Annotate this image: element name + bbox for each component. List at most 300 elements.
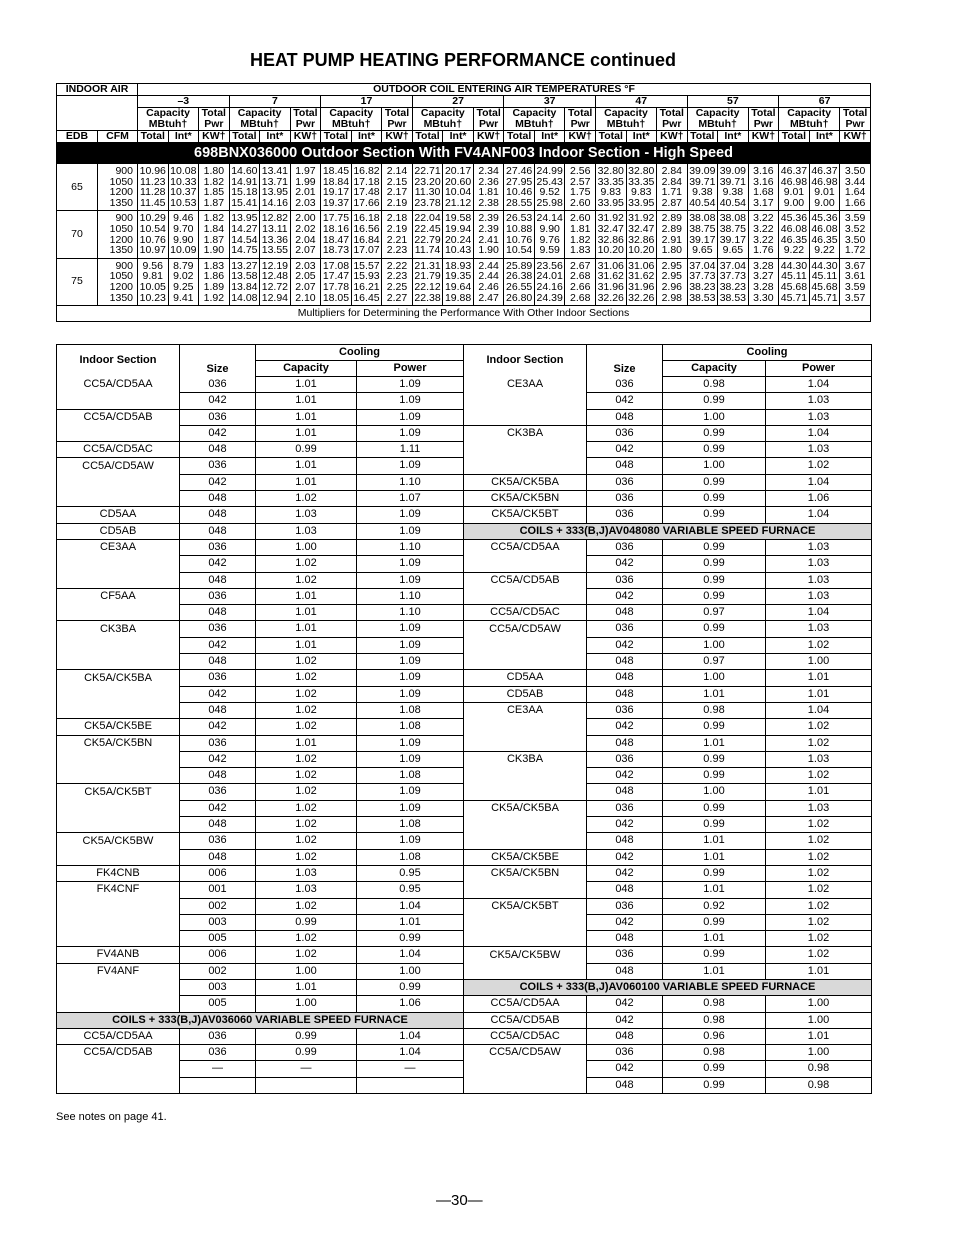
size-value: 042 — [587, 719, 663, 735]
int-label: Int* — [168, 131, 199, 143]
perf-cell: 27.46 27.95 10.46 28.55 — [504, 164, 535, 211]
size-value: 003 — [180, 979, 256, 995]
capacity-value: 1.02 — [256, 768, 357, 784]
indoor-section-name: CC5A/CD5AC — [464, 605, 587, 621]
perf-cell: 45.36 46.08 46.35 9.22 — [779, 211, 810, 258]
indoor-section-name — [57, 817, 180, 833]
indoor-section-name — [464, 914, 587, 930]
capacity-value: 1.00 — [256, 539, 357, 555]
perf-cell: 39.09 39.71 9.38 40.54 — [687, 164, 718, 211]
power-value: 1.09 — [357, 833, 464, 849]
perf-cell: 14.60 14.91 15.18 15.41 — [229, 164, 260, 211]
size-value: 005 — [180, 931, 256, 947]
size-value: 036 — [587, 572, 663, 588]
int-label: Int* — [626, 131, 657, 143]
multiplier-row — [57, 931, 872, 947]
cfm-values: 900 1050 1200 1350 — [98, 211, 138, 258]
multiplier-row — [57, 377, 872, 393]
capacity-value: 0.97 — [663, 605, 766, 621]
size-value: 042 — [180, 556, 256, 572]
indoor-section-name: CK5A/CK5BE — [464, 849, 587, 865]
size-value: 036 — [180, 735, 256, 751]
size-value: 042 — [180, 393, 256, 409]
indoor-section-name: CC5A/CD5AA — [464, 539, 587, 555]
perf-cell: 9.56 9.81 10.05 10.23 — [138, 258, 169, 305]
perf-cell: 19.58 19.94 20.24 10.43 — [443, 211, 474, 258]
size-value: 036 — [180, 588, 256, 604]
power-value: 1.06 — [357, 996, 464, 1012]
multiplier-row — [57, 605, 872, 621]
indoor-section-name: CD5AB — [57, 523, 180, 539]
kw-label: KW† — [748, 131, 779, 143]
capacity-value: 1.03 — [256, 882, 357, 898]
int-label: Int* — [534, 131, 565, 143]
indoor-section-name — [57, 751, 180, 767]
capacity-value: 1.03 — [256, 865, 357, 881]
indoor-section-name — [57, 979, 180, 995]
perf-cell: 32.80 33.35 9.83 33.95 — [626, 164, 657, 211]
indoor-section-name: CC5A/CD5AW — [464, 1045, 587, 1061]
perf-cell: 18.45 18.84 19.17 19.37 — [321, 164, 352, 211]
size-value: 036 — [587, 377, 663, 393]
power-value: 0.99 — [357, 931, 464, 947]
perf-cell: 20.17 20.60 10.04 21.12 — [443, 164, 474, 211]
power-value: 1.08 — [357, 849, 464, 865]
total-pwr-label: Total Pwr — [748, 108, 779, 131]
power-value — [357, 1077, 464, 1093]
size-value: 048 — [180, 768, 256, 784]
capacity-value: 1.01 — [663, 882, 766, 898]
indoor-section-name: CD5AA — [464, 670, 587, 686]
size-value: 048 — [180, 654, 256, 670]
power-value: 1.00 — [766, 1012, 872, 1028]
indoor-section-name: CC5A/CD5AB — [57, 409, 180, 425]
power-value: 1.09 — [357, 800, 464, 816]
power-value: 1.11 — [357, 442, 464, 458]
total-pwr-label: Total Pwr — [657, 108, 688, 131]
total-label: Total — [138, 131, 169, 143]
indoor-section-name — [464, 882, 587, 898]
multiplier-row — [57, 523, 872, 539]
capacity-value: 1.01 — [256, 588, 357, 604]
capacity-value: 0.98 — [663, 702, 766, 718]
power-value: 1.03 — [766, 751, 872, 767]
capacity-value: 1.03 — [256, 523, 357, 539]
size-value: 042 — [587, 637, 663, 653]
capacity-header-row — [57, 108, 871, 131]
power-value: 1.03 — [766, 442, 872, 458]
perf-cell: 15.57 15.93 16.21 16.45 — [351, 258, 382, 305]
capacity-header-left: Capacity — [256, 361, 357, 377]
power-value: 1.09 — [357, 458, 464, 474]
indoor-section-name: CC5A/CD5AB — [464, 572, 587, 588]
capacity-value: 0.99 — [256, 1045, 357, 1061]
multiplier-row — [57, 1077, 872, 1093]
temp-2: 17 — [321, 96, 413, 108]
size-value: 042 — [587, 588, 663, 604]
perf-cell: 18.93 19.35 19.64 19.88 — [443, 258, 474, 305]
perf-cell: 3.67 3.61 3.59 3.57 — [840, 258, 871, 305]
size-value: 048 — [180, 605, 256, 621]
capacity-value: 1.01 — [663, 931, 766, 947]
perf-cell: 3.22 3.22 3.22 1.76 — [748, 211, 779, 258]
indoor-section-name — [464, 735, 587, 751]
size-value: 001 — [180, 882, 256, 898]
size-value: 042 — [180, 719, 256, 735]
size-value: 036 — [587, 751, 663, 767]
multiplier-row — [57, 588, 872, 604]
perf-cell: 1.80 1.82 1.85 1.87 — [199, 164, 230, 211]
size-value: 036 — [587, 1045, 663, 1061]
size-value: 042 — [587, 442, 663, 458]
perf-cell: 2.00 2.02 2.04 2.07 — [290, 211, 321, 258]
size-value: 036 — [587, 491, 663, 507]
size-value: 003 — [180, 914, 256, 930]
multiplier-row — [57, 800, 872, 816]
size-header-left: Size — [180, 345, 256, 377]
capacity-value: 1.02 — [256, 931, 357, 947]
total-label: Total — [687, 131, 718, 143]
total-pwr-label: Total Pwr — [565, 108, 596, 131]
perf-cell: 2.56 2.57 1.75 2.60 — [565, 164, 596, 211]
size-value: 048 — [587, 931, 663, 947]
multiplier-row — [57, 670, 872, 686]
power-value: 1.09 — [357, 670, 464, 686]
multiplier-row — [57, 963, 872, 979]
size-value: 036 — [180, 409, 256, 425]
capacity-value: 0.99 — [663, 914, 766, 930]
capacity-value: 0.99 — [663, 393, 766, 409]
perf-cell: 2.22 2.23 2.25 2.27 — [382, 258, 413, 305]
temp-6: 57 — [687, 96, 779, 108]
capacity-value: 1.02 — [256, 898, 357, 914]
perf-cell: 2.03 2.05 2.07 2.10 — [290, 258, 321, 305]
size-value: 048 — [587, 605, 663, 621]
perf-cell: 1.97 1.99 2.01 2.03 — [290, 164, 321, 211]
power-value: 1.02 — [766, 735, 872, 751]
indoor-section-name — [464, 1061, 587, 1077]
power-value: 1.09 — [357, 784, 464, 800]
power-value: 1.04 — [766, 702, 872, 718]
size-value: 042 — [587, 996, 663, 1012]
size-value: 036 — [180, 539, 256, 555]
indoor-section-name: CE3AA — [464, 702, 587, 718]
power-value: 1.09 — [357, 377, 464, 393]
power-value: 1.01 — [766, 784, 872, 800]
perf-cell: 3.16 3.16 1.68 3.17 — [748, 164, 779, 211]
indoor-section-name — [57, 686, 180, 702]
power-value: 1.02 — [766, 817, 872, 833]
indoor-section-name: CK5A/CK5BN — [464, 865, 587, 881]
size-value: 042 — [180, 751, 256, 767]
footnote: See notes on page 41. — [56, 1111, 167, 1123]
temp-0: –3 — [138, 96, 230, 108]
perf-cell: 1.83 1.86 1.89 1.92 — [199, 258, 230, 305]
indoor-section-name: CK5A/CK5BE — [57, 719, 180, 735]
indoor-section-name — [57, 931, 180, 947]
capacity-label: Capacity MBtuh† — [504, 108, 565, 131]
perf-cell: 38.08 38.75 39.17 9.65 — [687, 211, 718, 258]
size-value: 042 — [587, 865, 663, 881]
size-value: 036 — [587, 898, 663, 914]
power-value: 1.00 — [766, 654, 872, 670]
indoor-section-name — [464, 458, 587, 474]
indoor-section-name: CC5A/CD5AW — [464, 621, 587, 637]
power-value: 1.04 — [766, 377, 872, 393]
capacity-value: 0.99 — [663, 474, 766, 490]
perf-cell: 26.53 10.88 10.76 10.54 — [504, 211, 535, 258]
indoor-section-name — [464, 637, 587, 653]
power-value: 1.03 — [766, 588, 872, 604]
indoor-section-name — [57, 393, 180, 409]
size-value: — — [180, 1061, 256, 1077]
capacity-label: Capacity MBtuh† — [779, 108, 840, 131]
multiplier-row — [57, 996, 872, 1012]
indoor-section-header-left: Indoor Section — [57, 345, 180, 377]
power-value: 1.08 — [357, 719, 464, 735]
indoor-section-name — [57, 996, 180, 1012]
size-value: 005 — [180, 996, 256, 1012]
furnace-heading: COILS + 333(B,J)AV048080 VARIABLE SPEED FURNACE — [464, 523, 872, 539]
capacity-label: Capacity MBtuh† — [138, 108, 199, 131]
power-value: 1.02 — [766, 947, 872, 963]
power-value: 1.09 — [357, 425, 464, 441]
size-value: 048 — [587, 1028, 663, 1044]
multiplier-row — [57, 817, 872, 833]
perf-cell: 2.95 2.95 2.96 2.98 — [657, 258, 688, 305]
indoor-air-header: INDOOR AIR — [57, 84, 138, 96]
size-value: 006 — [180, 947, 256, 963]
indoor-section-name — [57, 898, 180, 914]
total-pwr-label: Total Pwr — [290, 108, 321, 131]
capacity-value: 0.99 — [663, 768, 766, 784]
indoor-section-name: CK5A/CK5BT — [464, 898, 587, 914]
power-value: 1.01 — [766, 1028, 872, 1044]
power-value: 1.10 — [357, 539, 464, 555]
size-value: 042 — [587, 849, 663, 865]
capacity-value: 1.00 — [663, 409, 766, 425]
capacity-value: 1.02 — [256, 670, 357, 686]
capacity-value: 1.03 — [256, 507, 357, 523]
size-value: 042 — [587, 556, 663, 572]
size-value: 036 — [180, 670, 256, 686]
perf-cell: 2.60 1.81 1.82 1.83 — [565, 211, 596, 258]
multiplier-row — [57, 425, 872, 441]
total-pwr-label: Total Pwr — [382, 108, 413, 131]
indoor-section-name — [464, 963, 587, 979]
power-value: 1.04 — [357, 898, 464, 914]
power-value: 1.04 — [357, 1045, 464, 1061]
power-value: 1.09 — [357, 572, 464, 588]
perf-cell: 24.14 9.90 9.76 9.59 — [534, 211, 565, 258]
power-value: 1.09 — [357, 523, 464, 539]
size-value: 048 — [180, 523, 256, 539]
perf-cell: 13.27 13.58 13.84 14.08 — [229, 258, 260, 305]
perf-cell: 21.31 21.79 22.12 22.38 — [412, 258, 443, 305]
capacity-value: 1.02 — [256, 947, 357, 963]
perf-cell: 2.18 2.19 2.21 2.23 — [382, 211, 413, 258]
perf-cell: 2.84 2.84 1.71 2.87 — [657, 164, 688, 211]
capacity-value: 1.02 — [256, 556, 357, 572]
perf-cell: 16.82 17.18 17.48 17.66 — [351, 164, 382, 211]
capacity-label: Capacity MBtuh† — [412, 108, 473, 131]
capacity-value: 1.02 — [256, 751, 357, 767]
multiplier-row — [57, 784, 872, 800]
perf-cell: 2.39 2.39 2.41 1.90 — [473, 211, 504, 258]
size-value: 048 — [180, 491, 256, 507]
multiplier-row — [57, 768, 872, 784]
size-value: 036 — [180, 621, 256, 637]
capacity-value: 0.99 — [663, 621, 766, 637]
capacity-value: 1.01 — [256, 458, 357, 474]
size-value: 048 — [180, 442, 256, 458]
indoor-section-name: CC5A/CD5AA — [57, 1028, 180, 1044]
capacity-value: 0.98 — [663, 377, 766, 393]
perf-cell: 44.30 45.11 45.68 45.71 — [809, 258, 840, 305]
size-value: 048 — [587, 882, 663, 898]
power-value: 1.03 — [766, 572, 872, 588]
power-value: 1.02 — [766, 914, 872, 930]
capacity-value: 0.99 — [663, 491, 766, 507]
power-value: 1.02 — [766, 458, 872, 474]
temp-4: 37 — [504, 96, 596, 108]
multiplier-row — [57, 947, 872, 963]
indoor-section-name — [57, 914, 180, 930]
perf-cell: 3.50 3.44 1.64 1.66 — [840, 164, 871, 211]
multiplier-row — [57, 442, 872, 458]
indoor-section-name: CK5A/CK5BA — [464, 474, 587, 490]
capacity-value: 1.01 — [663, 686, 766, 702]
multiplier-row — [57, 898, 872, 914]
size-value: 048 — [587, 735, 663, 751]
size-value: 036 — [180, 377, 256, 393]
cfm-values: 900 1050 1200 1350 — [98, 164, 138, 211]
indoor-section-name: FK4CNB — [57, 865, 180, 881]
multiplier-row — [57, 1028, 872, 1044]
capacity-value: 1.01 — [256, 979, 357, 995]
perf-cell: 17.08 17.47 17.78 18.05 — [321, 258, 352, 305]
power-value: 0.99 — [357, 979, 464, 995]
size-value: 036 — [180, 1028, 256, 1044]
perf-cell: 32.80 33.35 9.83 33.95 — [595, 164, 626, 211]
capacity-value: 0.99 — [663, 1077, 766, 1093]
perf-cell: 45.36 46.08 46.35 9.22 — [809, 211, 840, 258]
multiplier-row — [57, 914, 872, 930]
indoor-section-name: CF5AA — [57, 588, 180, 604]
capacity-value: 0.96 — [663, 1028, 766, 1044]
indoor-section-name — [57, 849, 180, 865]
size-value: 002 — [180, 963, 256, 979]
multipliers-table — [56, 344, 872, 1094]
size-value: 042 — [587, 1061, 663, 1077]
indoor-section-name — [464, 719, 587, 735]
power-value: 1.04 — [766, 425, 872, 441]
power-value: 1.00 — [766, 1045, 872, 1061]
power-value: 1.02 — [766, 898, 872, 914]
size-value: 048 — [587, 409, 663, 425]
power-value: 1.02 — [766, 768, 872, 784]
capacity-value: 0.99 — [663, 556, 766, 572]
perf-cell: 25.89 26.38 26.55 26.80 — [504, 258, 535, 305]
capacity-value: 0.99 — [663, 572, 766, 588]
unit-header-row — [57, 131, 871, 143]
power-value: 1.04 — [357, 947, 464, 963]
size-value: 048 — [587, 654, 663, 670]
multiplier-row — [57, 556, 872, 572]
indoor-section-name: CK3BA — [464, 425, 587, 441]
size-value: 042 — [587, 768, 663, 784]
perf-cell: 24.99 25.43 9.52 25.98 — [534, 164, 565, 211]
size-value: 036 — [180, 458, 256, 474]
perf-cell: 8.79 9.02 9.25 9.41 — [168, 258, 199, 305]
size-value: 036 — [587, 702, 663, 718]
int-label: Int* — [718, 131, 749, 143]
perf-cell: 46.37 46.98 9.01 9.00 — [779, 164, 810, 211]
multiplier-row — [57, 849, 872, 865]
indoor-section-name: CC5A/CD5AC — [57, 442, 180, 458]
perf-cell: 37.04 37.73 38.23 38.53 — [687, 258, 718, 305]
size-value: 042 — [587, 393, 663, 409]
capacity-label: Capacity MBtuh† — [595, 108, 656, 131]
capacity-value: 1.02 — [256, 817, 357, 833]
capacity-value: 0.99 — [663, 800, 766, 816]
size-value: 036 — [587, 621, 663, 637]
size-value: 042 — [587, 914, 663, 930]
capacity-value: 1.02 — [256, 800, 357, 816]
power-value: 1.03 — [766, 409, 872, 425]
power-value: 1.02 — [766, 931, 872, 947]
kw-label: KW† — [840, 131, 871, 143]
indoor-section-name: CK5A/CK5BN — [57, 735, 180, 751]
size-value: 048 — [587, 784, 663, 800]
perf-cell: 12.19 12.48 12.72 12.94 — [260, 258, 291, 305]
capacity-value: 1.02 — [256, 849, 357, 865]
perf-row-edb-70 — [57, 211, 871, 258]
perf-cell: 9.46 9.70 9.90 10.09 — [168, 211, 199, 258]
capacity-value: 0.99 — [256, 914, 357, 930]
total-label: Total — [779, 131, 810, 143]
total-label: Total — [412, 131, 443, 143]
indoor-section-name — [57, 1077, 180, 1093]
multiplier-row — [57, 637, 872, 653]
int-label: Int* — [351, 131, 382, 143]
capacity-value: 1.02 — [256, 784, 357, 800]
perf-cell: 38.08 38.75 39.17 9.65 — [718, 211, 749, 258]
indoor-section-name — [57, 768, 180, 784]
power-value: 1.08 — [357, 817, 464, 833]
indoor-section-name: CE3AA — [57, 539, 180, 555]
size-value: 048 — [587, 686, 663, 702]
indoor-section-name — [57, 474, 180, 490]
power-value: 1.09 — [357, 556, 464, 572]
indoor-section-name: CK5A/CK5BA — [464, 800, 587, 816]
size-value: 042 — [180, 637, 256, 653]
power-value: 1.06 — [766, 491, 872, 507]
total-label: Total — [229, 131, 260, 143]
power-value: 1.04 — [766, 507, 872, 523]
total-label: Total — [595, 131, 626, 143]
multiplier-row — [57, 882, 872, 898]
power-value: 1.09 — [357, 637, 464, 653]
capacity-value: 1.01 — [663, 963, 766, 979]
indoor-section-name: CD5AB — [464, 686, 587, 702]
power-value: 1.01 — [766, 686, 872, 702]
size-value: 048 — [587, 1077, 663, 1093]
perf-cell: 10.08 10.33 10.37 10.53 — [168, 164, 199, 211]
indoor-section-name — [57, 654, 180, 670]
power-value: 1.02 — [766, 833, 872, 849]
indoor-section-name — [57, 1061, 180, 1077]
